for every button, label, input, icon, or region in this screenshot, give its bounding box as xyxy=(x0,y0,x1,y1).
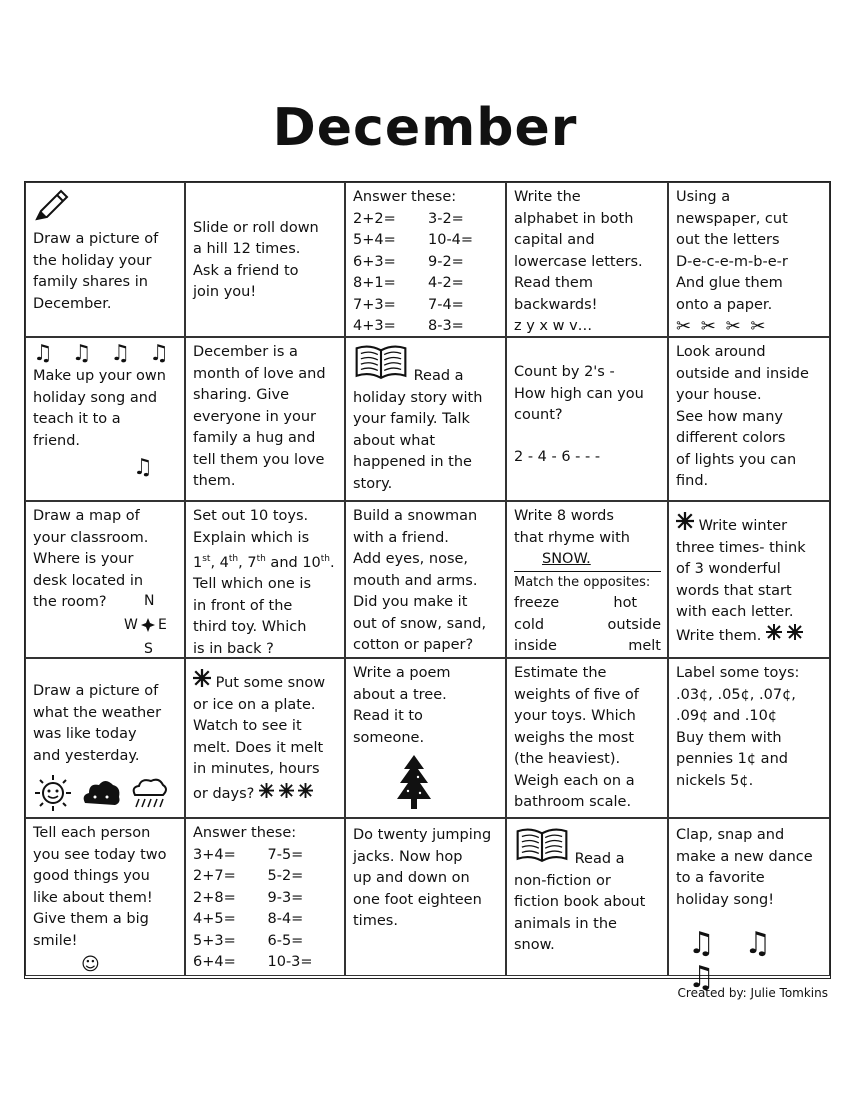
compass-west: W xyxy=(124,617,138,633)
activity-cell-holiday-story xyxy=(345,337,506,501)
opposite-word: freeze xyxy=(514,595,560,611)
math-problem: 10-3= xyxy=(267,954,313,970)
math-problem: 7-5= xyxy=(267,846,304,863)
music-notes-icon: ♫ ♫ ♫ xyxy=(688,926,782,995)
activity-text: three times- think of 3 wonderful words that start with each letter. xyxy=(676,539,806,620)
activity-text: Label some toys: .03¢, .05¢, .07¢, .09¢ and .10¢ Buy them with pennies 1¢ and nickels 5¢. xyxy=(676,665,800,789)
activity-cell-winter-words xyxy=(668,501,830,658)
book-icon xyxy=(353,344,409,380)
opposite-word: outside xyxy=(607,616,661,633)
activity-cell-math-1 xyxy=(345,182,506,337)
ordinal-number: and 10 xyxy=(265,554,321,571)
opposite-word: hot xyxy=(613,595,638,611)
activity-cell-label-toys xyxy=(668,658,830,818)
activity-text: Write 8 words xyxy=(514,508,614,524)
activity-text: Do twenty jumping jacks. Now hop up and down on one foot eighteen times. xyxy=(353,827,492,929)
math-problem: 2+8= xyxy=(193,889,236,906)
activity-text: Draw a picture of the holiday your family shares in December. xyxy=(33,231,159,312)
ordinal-number: . xyxy=(330,554,335,571)
page-title: December xyxy=(272,98,578,158)
opposite-word: cold xyxy=(514,616,545,633)
activity-cell-holiday-song xyxy=(25,337,185,501)
credit-line: Created by: Julie Tomkins xyxy=(677,986,828,1000)
activity-text: Tell which one is in front of the third toy. Which is in back ? xyxy=(193,576,312,657)
activity-text: Slide or roll down a hill 12 times. Ask a friend to join you! xyxy=(193,219,319,300)
snowflake-icon xyxy=(787,624,803,640)
activity-text: Write a poem about a tree. Read it to someone. xyxy=(353,665,451,746)
math-problem: 7-4= xyxy=(428,296,464,313)
pine-tree-icon xyxy=(396,755,432,811)
math-problem: 6-5= xyxy=(267,932,304,949)
math-problems xyxy=(353,209,499,338)
compass-rose xyxy=(124,594,176,656)
activity-cell-draw-holiday xyxy=(25,182,185,337)
snowflake-icon xyxy=(676,512,694,530)
storm-cloud-icon xyxy=(79,773,123,813)
activity-cell-newspaper-letters xyxy=(668,182,830,337)
math-problem: 2+2= xyxy=(353,210,396,227)
math-problem: 2+7= xyxy=(193,868,236,884)
activity-text: Look around outside and inside your house. See how many different colors of lights you can find. xyxy=(676,344,809,489)
activity-text: that rhyme with xyxy=(514,529,630,546)
activity-text: Make up your own holiday song and teach it to a friend. xyxy=(33,368,166,449)
math-problem: 6+4= xyxy=(193,954,236,970)
activity-text: Write winter xyxy=(698,518,788,534)
activity-text: Draw a picture of what the weather was like today and yesterday. xyxy=(33,683,162,764)
music-note-icon: ♫ xyxy=(133,455,159,480)
activity-text: Clap, snap and make a new dance to a favorite holiday song! xyxy=(676,827,813,908)
music-notes-icon: ♫ ♫ ♫ ♫ xyxy=(33,341,175,366)
math-problem: 8+1= xyxy=(353,275,396,291)
activity-cell-melting-snow xyxy=(185,658,345,818)
activity-text: Write them. xyxy=(676,627,762,644)
rhyme-word: SNOW. xyxy=(542,551,591,567)
snowflake-icon xyxy=(279,783,294,798)
sun-icon xyxy=(33,773,73,813)
math-problems xyxy=(193,845,338,974)
math-problem: 5-2= xyxy=(267,868,304,884)
activity-cell-snowman xyxy=(345,501,506,658)
activity-cell-love-sharing xyxy=(185,337,345,501)
activity-text: Build a snowman with a friend. Add eyes, nose, mouth and arms. Did you make it out of snow, sand, cotton or paper? xyxy=(353,508,487,653)
compass-north: N xyxy=(144,593,155,609)
math-problem: 3-2= xyxy=(428,210,464,227)
math-problem: 5+3= xyxy=(193,932,236,949)
snowflake-icon xyxy=(766,624,782,640)
math-problem: 3+4= xyxy=(193,846,236,863)
activity-text: Explain which is xyxy=(193,529,310,546)
math-problem: 4+5= xyxy=(193,911,236,927)
smiley-icon: ☺ xyxy=(81,954,100,975)
ordinal-suffix: th xyxy=(228,554,239,564)
ordinal-number: , 4 xyxy=(210,554,229,571)
snowflake-icon xyxy=(298,783,313,798)
math-problem: 9-3= xyxy=(267,889,304,906)
pencil-icon xyxy=(33,189,69,223)
activity-text: or days? xyxy=(193,785,255,802)
math-problem: 4+3= xyxy=(353,318,396,334)
ordinal-line xyxy=(193,549,338,574)
math-header: Answer these: xyxy=(193,825,297,841)
activity-text: Write the alphabet in both capital and lowercase letters. Read them backwards! z y x w v… xyxy=(514,189,643,334)
compass-star-icon xyxy=(141,618,155,632)
activity-text: holiday story with your family. Talk about what happened in the story. xyxy=(353,389,483,492)
rain-cloud-icon xyxy=(129,773,169,813)
opposite-word: melt xyxy=(628,638,661,654)
opposite-word: inside xyxy=(514,638,557,654)
ordinal-number: 1 xyxy=(193,554,203,571)
activity-cell-tree-poem xyxy=(345,658,506,818)
activity-cell-ten-toys xyxy=(185,501,345,658)
activity-cell-animal-book xyxy=(506,818,668,976)
opposites-header: Match the opposites: xyxy=(514,571,661,594)
activity-text: Set out 10 toys. xyxy=(193,508,309,524)
activity-cell-compliments xyxy=(25,818,185,976)
scissors-icon: ✂ ✂ ✂ ✂ xyxy=(676,316,768,337)
ordinal-number: , 7 xyxy=(238,554,257,571)
ordinal-suffix: th xyxy=(320,554,331,564)
activity-cell-slide-hill xyxy=(185,182,345,337)
activity-cell-jumping-jacks xyxy=(345,818,506,976)
ordinal-suffix: th xyxy=(256,554,266,564)
activity-cell-math-2 xyxy=(185,818,345,976)
activity-cell-lights xyxy=(668,337,830,501)
math-problem: 8-4= xyxy=(267,911,304,927)
math-problem: 5+4= xyxy=(353,232,396,248)
activity-cell-estimate-weights xyxy=(506,658,668,818)
activity-text: Read a xyxy=(574,851,625,867)
math-problem: 10-4= xyxy=(428,232,474,248)
snowflake-icon xyxy=(259,783,274,798)
count-sequence: 2 - 4 - 6 - - - xyxy=(514,448,601,465)
activity-text: Read a xyxy=(413,368,464,384)
activity-text: Put some snow xyxy=(215,675,326,691)
snowflake-icon xyxy=(193,669,211,687)
activity-cell-rhymes-opposites xyxy=(506,501,668,658)
ordinal-suffix: st xyxy=(202,554,211,564)
math-problem: 8-3= xyxy=(428,318,464,334)
book-icon xyxy=(514,827,570,863)
activity-text: Estimate the weights of five of your toys. Which weighs the most (the heaviest). Weigh each on a bathroom scale. xyxy=(514,665,639,810)
opposites-list xyxy=(514,593,661,658)
math-problem: 9-2= xyxy=(428,253,464,270)
activity-text: Using a newspaper, cut out the letters D-e-c-e-m-b-e-r And glue them onto a paper. xyxy=(676,189,788,313)
activity-cell-count-by-twos xyxy=(506,337,668,501)
math-problem: 6+3= xyxy=(353,253,396,270)
activity-text: or ice on a plate. Watch to see it melt. Does it melt in minutes, hours xyxy=(193,696,324,777)
compass-east: E xyxy=(158,617,167,633)
math-problem: 7+3= xyxy=(353,296,396,313)
math-problem: 4-2= xyxy=(428,275,464,291)
activity-text: Count by 2's - How high can you count? xyxy=(514,364,644,423)
activity-text: December is a month of love and sharing. Give everyone in your family a hug and tell them you love them. xyxy=(193,344,326,489)
activity-cell-weather xyxy=(25,658,185,818)
compass-south: S xyxy=(144,641,153,657)
activity-cell-alphabet xyxy=(506,182,668,337)
math-header: Answer these: xyxy=(353,189,457,205)
activity-text: non-fiction or fiction book about animals in the snow. xyxy=(514,872,646,953)
activity-text: Tell each person you see today two good things you like about them! Give them a big smile! xyxy=(33,825,167,949)
activity-cell-classroom-map xyxy=(25,501,185,658)
activity-text: Draw a map of your classroom. Where is your desk located in the room? xyxy=(33,508,149,610)
